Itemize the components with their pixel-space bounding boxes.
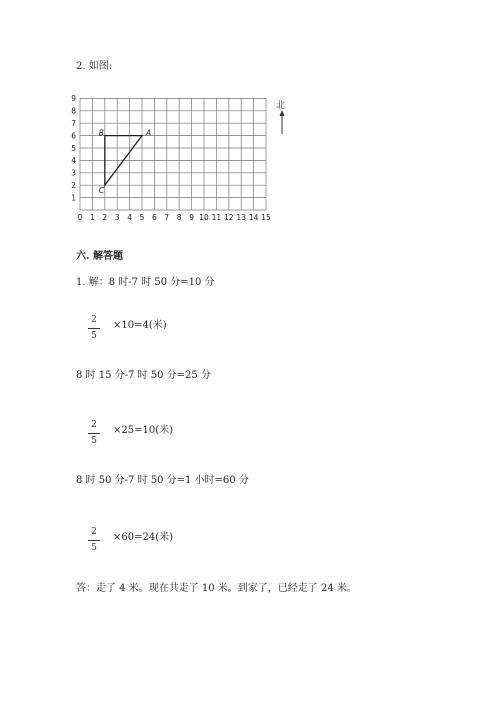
y-tick-label: 8 xyxy=(71,106,76,116)
numerator: 2 xyxy=(91,420,97,430)
solution-line-2: 8 时 15 分-7 时 50 分=25 分 xyxy=(76,370,211,381)
x-tick-label: 11 xyxy=(211,213,222,222)
x-tick-label: 10 xyxy=(199,213,209,222)
x-tick-label: 14 xyxy=(248,213,259,222)
point-label-c: C xyxy=(98,186,105,196)
x-tick-label: 2 xyxy=(102,213,108,222)
x-tick-label: 9 xyxy=(189,213,194,222)
solution-line-3: 8 时 50 分-7 时 50 分=1 小时=60 分 xyxy=(76,475,249,486)
x-tick-label: 0 xyxy=(77,213,83,222)
y-tick-label: 2 xyxy=(71,181,76,190)
fraction-2-5-b xyxy=(87,420,101,447)
numerator: 2 xyxy=(91,315,97,325)
x-tick-label: 5 xyxy=(139,213,145,222)
grid-lines xyxy=(80,98,266,210)
x-tick-label: 13 xyxy=(236,213,246,222)
point-label-b: B xyxy=(98,128,104,138)
fraction-bar xyxy=(88,540,100,541)
y-tick-label: 6 xyxy=(71,131,76,141)
y-tick-label: 9 xyxy=(71,94,76,104)
north-label: 北 xyxy=(276,101,286,111)
north-arrow-icon xyxy=(280,110,285,134)
fraction-bar xyxy=(88,433,100,434)
y-tick-label: 1 xyxy=(71,193,76,203)
x-tick-label: 7 xyxy=(164,213,170,222)
point-label-a: A xyxy=(146,128,152,138)
solution-line-1: 1. 解：8 时-7 时 50 分=10 分 xyxy=(76,277,215,288)
x-tick-label: 15 xyxy=(261,213,271,222)
x-tick-label: 1 xyxy=(90,213,95,222)
fraction-2-5-a xyxy=(87,315,101,342)
x-tick-label: 8 xyxy=(176,213,182,222)
y-tick-label: 4 xyxy=(71,156,76,166)
calc-3-expression: ×60=24(米) xyxy=(113,532,174,543)
denominator: 5 xyxy=(91,331,97,341)
question-2-label: 2. 如图: xyxy=(76,61,113,72)
x-tick-label: 4 xyxy=(127,213,132,222)
denominator: 5 xyxy=(91,436,97,446)
y-tick-label: 7 xyxy=(71,119,76,128)
y-tick-label: 3 xyxy=(71,168,76,178)
calc-1-expression: ×10=4(米) xyxy=(113,320,167,331)
x-tick-label: 3 xyxy=(114,213,120,222)
x-tick-label: 6 xyxy=(152,213,157,222)
denominator: 5 xyxy=(91,543,97,553)
numerator: 2 xyxy=(91,527,97,537)
answer-line: 答：走了 4 米。现在共走了 10 米。到家了，已经走了 24 米。 xyxy=(76,583,357,594)
coordinate-grid xyxy=(66,92,306,230)
y-tick-label: 5 xyxy=(71,143,76,153)
section-title: 六. 解答题 xyxy=(76,251,123,262)
fraction-bar xyxy=(88,328,100,329)
x-tick-label: 12 xyxy=(224,213,234,222)
calc-2-expression: ×25=10(米) xyxy=(113,425,174,436)
fraction-2-5-c xyxy=(87,527,101,554)
